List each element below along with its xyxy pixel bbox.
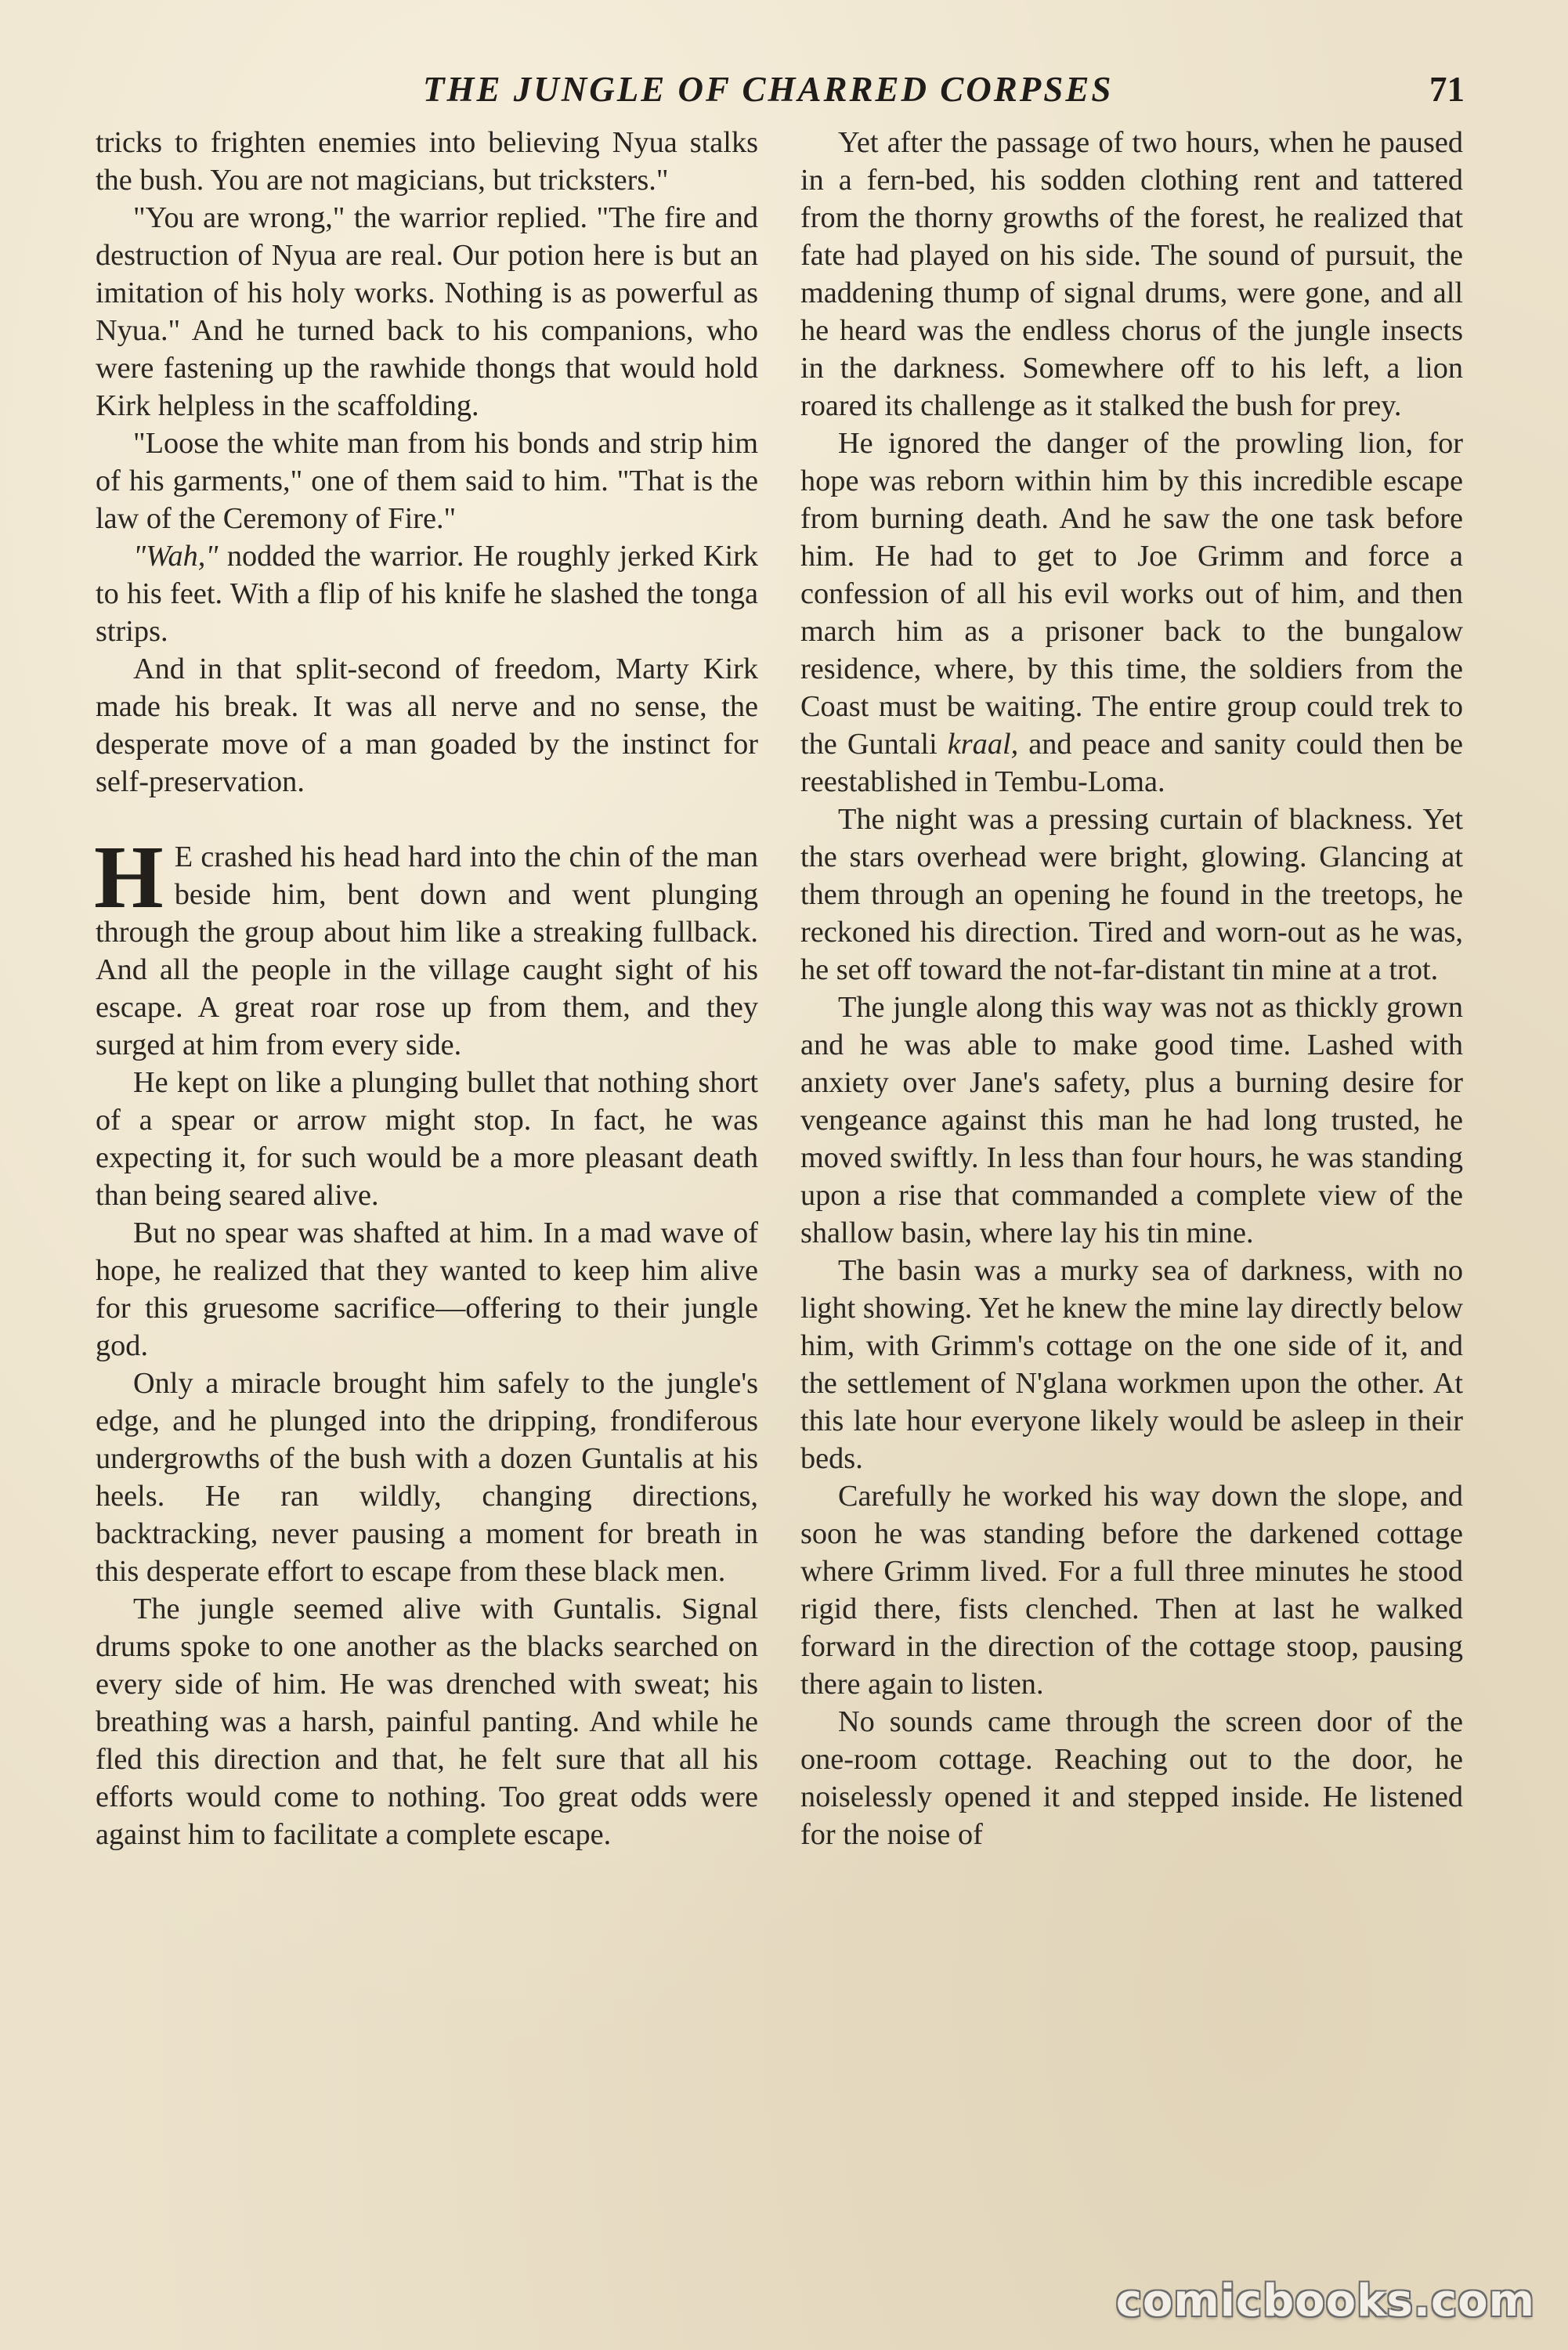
paragraph: The jungle seemed alive with Guntalis. Signal drums spoke to one another as the blacks searched on every side of him. He was drenched with sweat; his breathing was a harsh, painful panting. And while he fled this direction and that, he felt sure that all his efforts would come to nothing. Too great odds were against him to facilitate a complete escape. bbox=[96, 1593, 758, 1851]
paragraph-text: He ignored the danger of the prowling lion, for hope was reborn within him by this incredible escape from burning death. And he saw the one task before him. He had to get to Joe Grimm and force a confession of all his evil works out of him, and then march him as a prisoner back to the bungalow residence, where, by this time, the soldiers from the Coast must be waiting. The entire group could trek to the Guntali bbox=[800, 427, 1463, 761]
running-title: THE JUNGLE OF CHARRED CORPSES bbox=[423, 70, 1114, 109]
drop-cap: H bbox=[94, 827, 164, 927]
right-column bbox=[800, 124, 1463, 1853]
watermark: comicbooks.com bbox=[1115, 2276, 1535, 2326]
paragraph: He kept on like a plunging bullet that nothing short of a spear or arrow might stop. In fact, he was expecting it, for such would be a more pleasant death than being seared alive. bbox=[96, 1066, 758, 1212]
paragraph: The jungle along this way was not as thickly grown and he was able to make good time. Lashed with anxiety over Jane's safety, plus a burning desire for vengeance against this man he had long trusted, he moved swiftly. In less than four hours, he was standing upon a rise that commanded a complete view of the shallow basin, where lay his tin mine. bbox=[800, 991, 1463, 1249]
paragraph-text: E crashed his head hard into the chin of the man beside him, bent down and went plunging through the group about him like a streaking fullback. And all the people in the village caught sight of his escape. A great roar rose up from them, and they surged at him from every side. bbox=[96, 841, 758, 1061]
left-column bbox=[96, 124, 758, 1853]
paragraph-text: and peace and sanity could then be reestablished in Tembu-Loma. bbox=[800, 728, 1463, 798]
section-opening-paragraph bbox=[94, 827, 758, 1064]
paragraph: Only a miracle brought him safely to the jungle's edge, and he plunged into the dripping, frondiferous undergrowths of the bush with a dozen Guntalis at his heels. He ran wildly, changing directions, backtracking, never pausing a moment for breath in this desperate effort to escape from these black men. bbox=[96, 1367, 758, 1588]
paragraph: Yet after the passage of two hours, when he paused in a fern-bed, his sodden clothing rent and tattered from the thorny growths of the forest, he realized that fate had played on his side. The sound of pursuit, the maddening thump of signal drums, were gone, and all he heard was the endless chorus of the jungle insects in the darkness. Somewhere off to his left, a lion roared its challenge as it stalked the bush for prey. bbox=[800, 126, 1463, 422]
paragraph: The basin was a murky sea of darkness, with no light showing. Yet he knew the mine lay directly below him, with Grimm's cottage on the one side of it, and the settlement of N'glana workmen upon the other. At this late hour everyone likely would be asleep in their beds. bbox=[800, 1254, 1463, 1475]
paragraph: tricks to frighten enemies into believing Nyua stalks the bush. You are not magicians, but tricksters." bbox=[96, 126, 758, 197]
paragraph bbox=[800, 425, 1463, 801]
paragraph: No sounds came through the screen door of the one-room cottage. Reaching out to the door, he noiselessly opened it and stepped inside. He listened for the noise of bbox=[800, 1705, 1463, 1851]
running-header bbox=[94, 69, 1465, 118]
italic-word: "Wah," bbox=[133, 540, 219, 573]
paragraph: Carefully he worked his way down the slope, and soon he was standing before the darkened cottage where Grimm lived. For a full three minutes he stood rigid there, fists clenched. Then at last he walked forward in the direction of the cottage stoop, pausing there again to listen. bbox=[800, 1480, 1463, 1701]
paragraph: The night was a pressing curtain of blackness. Yet the stars overhead were bright, glowing. Glancing at them through an opening he found in the treetops, he reckoned his direction. Tired and worn-out as he was, he set off toward the not-far-distant tin mine at a trot. bbox=[800, 803, 1463, 986]
paragraph bbox=[96, 537, 758, 650]
paragraph: And in that split-second of freedom, Marty Kirk made his break. It was all nerve and no sense, the desperate move of a man goaded by the instinct for self-preservation. bbox=[96, 653, 758, 798]
paragraph: But no spear was shafted at him. In a mad wave of hope, he realized that they wanted to keep him alive for this gruesome sacrifice—offering to their jungle god. bbox=[96, 1217, 758, 1362]
paragraph: "You are wrong," the warrior replied. "The fire and destruction of Nyua are real. Our potion here is but an imitation of his holy works. Nothing is as powerful as Nyua." And he turned back to his companions, who were fastening up the rawhide thongs that would hold Kirk helpless in the scaffolding. bbox=[96, 201, 758, 422]
page-number: 71 bbox=[1429, 70, 1465, 109]
paragraph-text: nodded the warrior. He roughly jerked Kirk to his feet. With a flip of his knife he slashed the tonga strips. bbox=[96, 540, 758, 648]
paragraph: "Loose the white man from his bonds and strip him of his garments," one of them said to him. "That is the law of the Ceremony of Fire." bbox=[96, 427, 758, 535]
italic-word: kraal, bbox=[947, 728, 1019, 761]
